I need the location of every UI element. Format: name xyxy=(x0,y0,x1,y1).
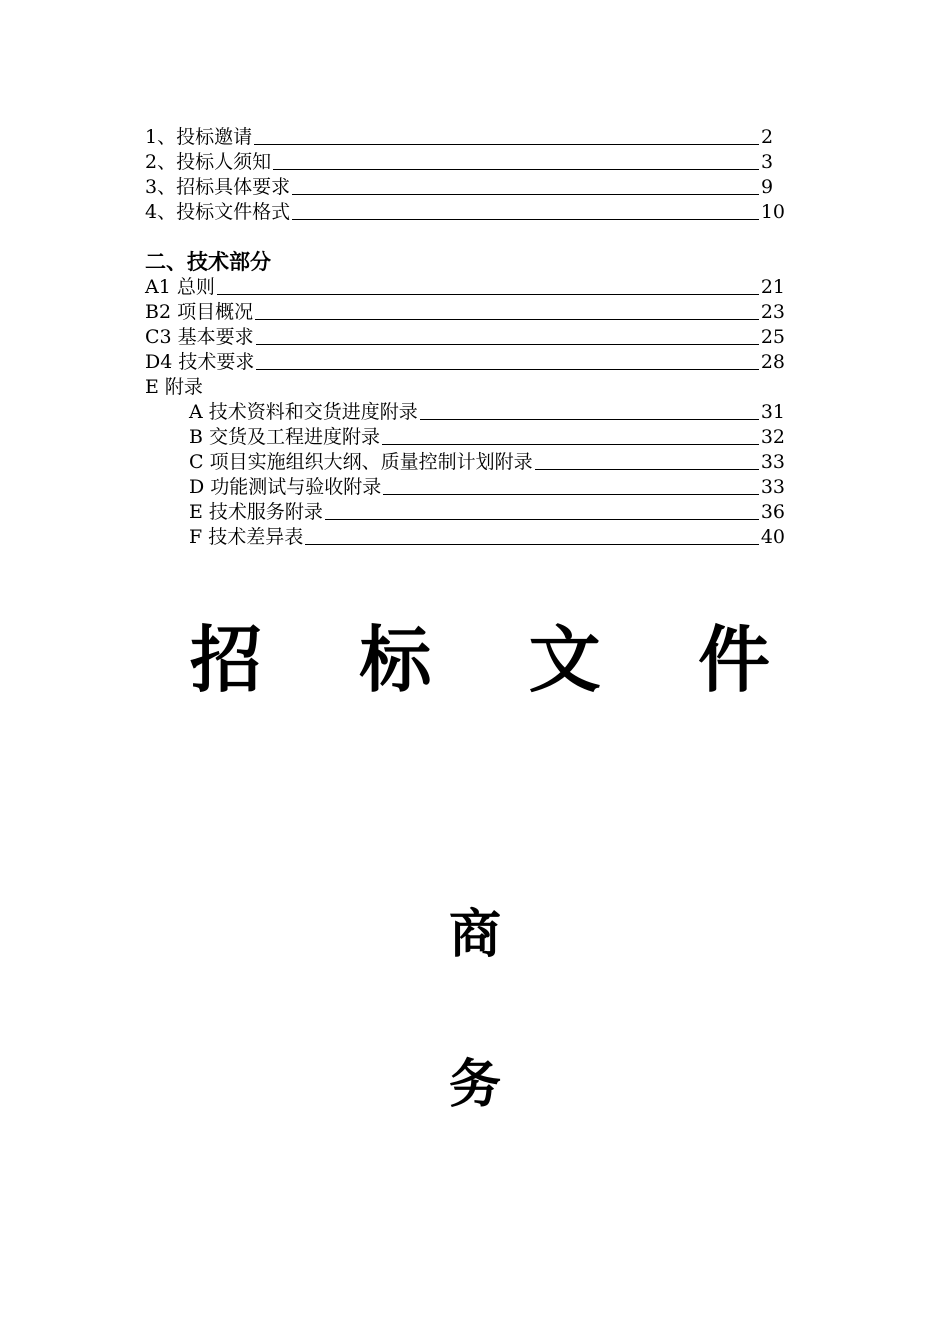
toc-entry-label: C 项目实施组织大纲、质量控制计划附录 xyxy=(189,451,533,473)
toc-entry[interactable] xyxy=(145,150,785,175)
toc-entry-page: 33 xyxy=(760,451,785,473)
toc-entry-page: 40 xyxy=(760,526,785,548)
toc-entry-label: E 技术服务附录 xyxy=(189,501,323,523)
toc-entry-page: 3 xyxy=(761,151,774,173)
document-title xyxy=(190,615,770,705)
toc-entry-page: 31 xyxy=(760,401,785,423)
toc-leader-line xyxy=(273,168,759,170)
toc-entry-page: 36 xyxy=(760,501,785,523)
toc-leader-line xyxy=(535,468,759,470)
toc-entry-label: 3、招标具体要求 xyxy=(145,176,291,198)
toc-entry-page: 25 xyxy=(760,326,785,348)
toc-entry-label: C3 基本要求 xyxy=(145,326,254,348)
toc-entry-page: 23 xyxy=(760,301,785,323)
toc-part1 xyxy=(145,125,785,225)
toc-entry-page: 9 xyxy=(761,176,774,198)
toc-leader-line xyxy=(256,368,758,370)
toc-leader-line xyxy=(217,293,759,295)
title-char: 标 xyxy=(359,618,432,702)
toc-leader-line xyxy=(383,493,759,495)
toc-leader-line xyxy=(305,543,759,545)
toc-entry[interactable] xyxy=(145,200,785,225)
toc-entry-label: 1、投标邀请 xyxy=(145,126,253,148)
toc-part2 xyxy=(145,275,785,375)
toc-entry-label: B2 项目概况 xyxy=(145,301,254,323)
toc-leader-line xyxy=(255,318,759,320)
title-char: 件 xyxy=(697,618,770,702)
subtitle-char: 商 xyxy=(448,905,501,965)
toc-entry[interactable] xyxy=(145,350,785,375)
toc-entry[interactable] xyxy=(145,125,785,150)
toc-leader-line xyxy=(292,218,759,220)
toc-leader-line xyxy=(292,193,759,195)
toc-entry[interactable] xyxy=(145,275,785,300)
toc-entry[interactable] xyxy=(145,500,785,525)
toc-entry[interactable] xyxy=(145,525,785,550)
toc-entry-label: A 技术资料和交货进度附录 xyxy=(189,401,418,423)
toc-entry-label: A1 总则 xyxy=(145,276,215,298)
toc-entry-page: 2 xyxy=(761,126,774,148)
toc-entry-label: F 技术差异表 xyxy=(189,526,304,548)
toc-entry-page: 33 xyxy=(760,476,785,498)
toc-leader-line xyxy=(382,443,759,445)
appendix-heading: E 附录 xyxy=(145,376,203,398)
title-char: 招 xyxy=(190,618,263,702)
toc-entry-label: 2、投标人须知 xyxy=(145,151,272,173)
toc-leader-line xyxy=(256,343,759,345)
toc-entry[interactable] xyxy=(145,300,785,325)
table-of-contents xyxy=(145,125,785,550)
toc-entry[interactable] xyxy=(145,475,785,500)
toc-entry[interactable] xyxy=(145,400,785,425)
toc-entry-label: B 交货及工程进度附录 xyxy=(189,426,381,448)
toc-entry[interactable] xyxy=(145,325,785,350)
subtitle-char: 务 xyxy=(448,1055,501,1115)
title-char: 文 xyxy=(528,618,601,702)
toc-entry[interactable] xyxy=(145,175,785,200)
toc-entry-label: D 功能测试与验收附录 xyxy=(189,476,382,498)
toc-entry-page: 10 xyxy=(760,201,785,223)
toc-entry-label: 4、投标文件格式 xyxy=(145,201,291,223)
section-heading: 二、技术部分 xyxy=(145,250,271,274)
toc-appendix xyxy=(145,400,785,550)
toc-entry-label: D4 技术要求 xyxy=(145,351,255,373)
toc-entry[interactable] xyxy=(145,425,785,450)
toc-entry[interactable] xyxy=(145,450,785,475)
toc-entry-page: 28 xyxy=(760,351,785,373)
toc-leader-line xyxy=(325,518,759,520)
toc-leader-line xyxy=(254,143,759,145)
toc-entry-page: 21 xyxy=(760,276,785,298)
toc-leader-line xyxy=(420,418,759,420)
toc-entry-page: 32 xyxy=(760,426,785,448)
